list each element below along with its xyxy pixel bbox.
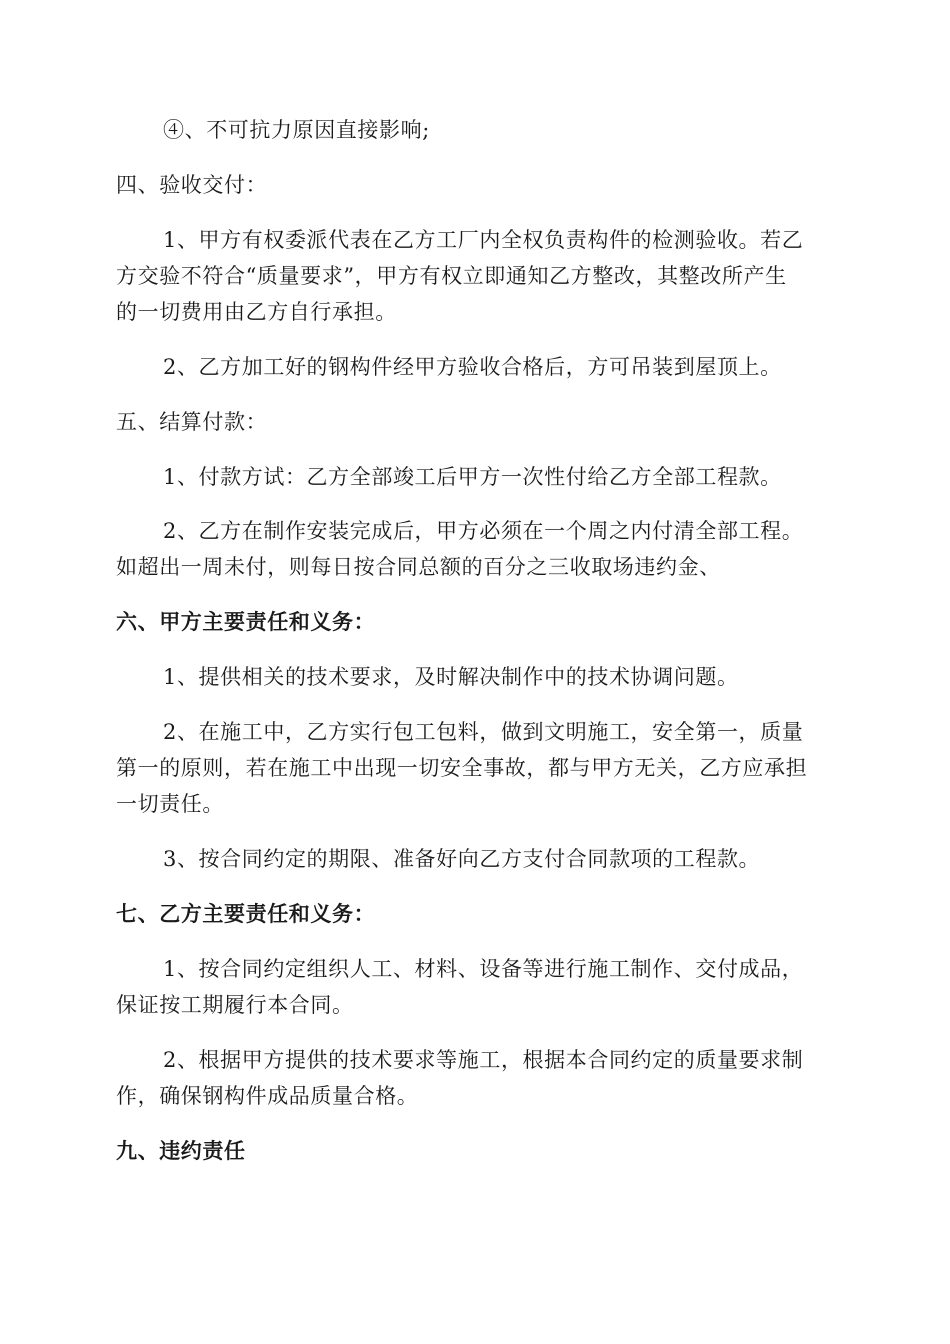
section-heading-party-a: 六、甲方主要责任和义务： [116, 609, 376, 634]
paragraph-line: 方交验不符合“质量要求”，甲方有权立即通知乙方整改，其整改所产生 [116, 264, 787, 288]
clause-force-majeure: ④、不可抗力原因直接影响; [163, 118, 430, 142]
section-heading-party-b: 七、乙方主要责任和义务： [116, 901, 376, 926]
paragraph-line: 1、付款方试：乙方全部竣工后甲方一次性付给乙方全部工程款。 [163, 465, 782, 489]
paragraph-line: 保证按工期履行本合同。 [116, 993, 354, 1017]
paragraph-line: 的一切费用由乙方自行承担。 [116, 300, 397, 324]
paragraph-line: 2、乙方加工好的钢构件经甲方验收合格后，方可吊装到屋顶上。 [163, 355, 782, 379]
paragraph-line: 2、在施工中，乙方实行包工包料，做到文明施工，安全第一，质量 [163, 720, 804, 744]
paragraph-line: 如超出一周未付，则每日按合同总额的百分之三收取场违约金、 [116, 555, 721, 579]
section-heading-payment: 五、结算付款： [116, 410, 268, 434]
paragraph-line: 1、甲方有权委派代表在乙方工厂内全权负责构件的检测验收。若乙 [163, 228, 804, 252]
paragraph-line: 一切责任。 [116, 792, 224, 816]
paragraph-line: 2、根据甲方提供的技术要求等施工，根据本合同约定的质量要求制 [163, 1048, 804, 1072]
paragraph-line: 3、按合同约定的期限、准备好向乙方支付合同款项的工程款。 [163, 847, 761, 871]
section-heading-acceptance: 四、验收交付： [116, 173, 268, 197]
paragraph-line: 第一的原则，若在施工中出现一切安全事故，都与甲方无关，乙方应承担 [116, 756, 808, 780]
section-heading-liability: 九、违约责任 [116, 1138, 246, 1163]
paragraph-line: 1、按合同约定组织人工、材料、设备等进行施工制作、交付成品， [163, 957, 804, 981]
paragraph-line: 2、乙方在制作安装完成后，甲方必须在一个周之内付清全部工程。 [163, 519, 804, 543]
paragraph-line: 1、提供相关的技术要求，及时解决制作中的技术协调问题。 [163, 665, 739, 689]
paragraph-line: 作，确保钢构件成品质量合格。 [116, 1084, 419, 1108]
